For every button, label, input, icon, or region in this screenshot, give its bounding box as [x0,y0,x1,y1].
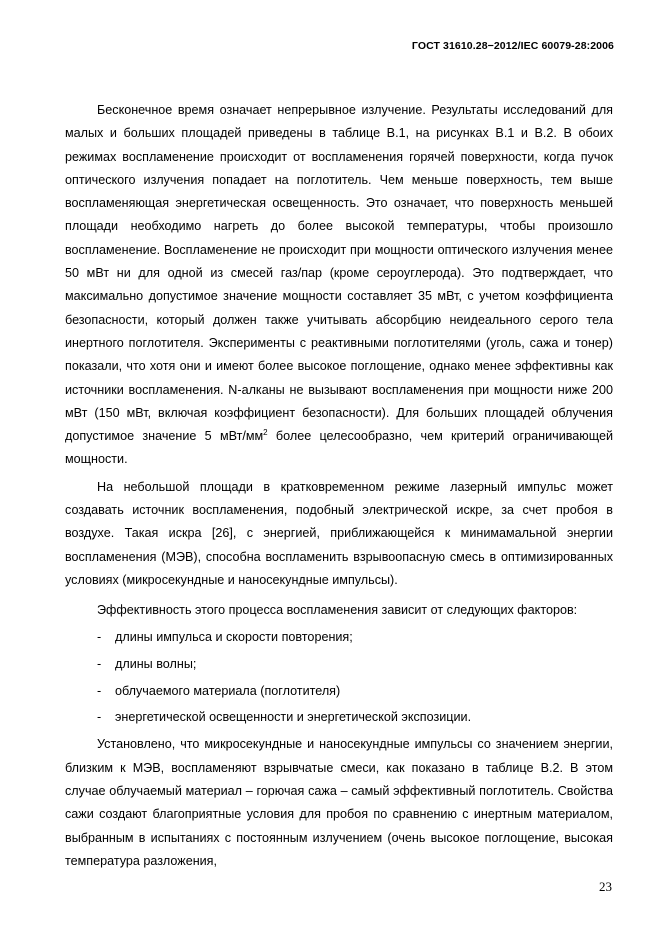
paragraph-2: На небольшой площади в кратковременном режиме лазерный импульс может создавать источник воспламенения, подобный электрической искре, за счет пробоя в воздухе. Такая искра [26], с энергией, приближающейся к минимамальной энергии воспламенения (МЭВ), способна воспламенить взрывоопасную смесь в оптимизированных условиях (микросекундные и наносекундные импульсы). [65,479,613,587]
list-item-text: длины волны; [115,656,197,671]
page-number: 23 [599,879,612,894]
factor-list [65,626,613,730]
list-marker: - [97,656,102,671]
list-item-text: длины импульса и скорости повторения; [115,629,353,644]
list-item [65,706,613,729]
list-item [65,626,613,649]
paragraph-1-tail: более целесообразно, чем критерий ограничивающей мощности. [65,429,613,467]
list-item-text: энергетической освещенности и энергетической экспозиции. [115,710,472,725]
list-item [65,680,613,703]
document-header: ГОСТ 31610.28−2012/IEC 60079-28:2006 [411,40,614,52]
paragraph-3: Эффективность этого процесса воспламенения зависит от следующих факторов: [97,603,578,618]
list-marker: - [97,710,102,725]
paragraph-4: Установлено, что микросекундные и наносекундные импульсы со значением энергии, близким к МЭВ, воспламеняют взрывчатые смеси, как показано в таблице В.2. В этом случае облучаемый материал – горючая сажа – самый эффективный поглотитель. Свойства сажи создают благоприятные условия для пробоя по сравнению с инертным материалом, выбранным в испытаниях с постоянным излучением (очень высокое поглощение, высокая температура разложения, [65,737,613,868]
document-body [65,99,613,873]
paragraph-1 [65,99,613,472]
list-item [65,653,613,676]
list-marker: - [97,683,102,698]
superscript: 2 [263,428,268,438]
paragraph-1-text: Бесконечное время означает непрерывное излучение. Результаты исследований для малых и больших площадей приведены в таблице В.1, на рисунках В.1 и В.2. В обоих режимах воспламенение происходит от воспламенения горячей поверхности, когда пучок оптического излучения попадает на поглотитель. Чем меньше поверхность, тем выше воспламеняющая энергетическая освещенность. Это означает, что поверхность меньшей площади необходимо нагреть до более высокой температуры, чтобы произошло воспламенение. Воспламенение не происходит при мощности оптического излучения менее 50 мВт ни для одной из смесей газ/пар (кроме сероуглерода). Это подтверждает, что максимально допустимое значение мощности составляет 35 мВт, с учетом коэффициента безопасности, который должен также учитывать абсорбцию неидеального серого тела инертного поглотителя. Эксперименты с реактивными поглотителями (уголь, сажа и тонер) показали, что хотя они и имеют более высокое поглощение, однако менее эффективны как источники воспламенения. N-алканы не вызывают воспламенения при мощности ниже 200 мВт (150 мВт, включая коэффициент безопасности). Для больших площадей облучения допустимое значение 5 мВт/мм [65,103,613,444]
list-marker: - [97,629,102,644]
list-item-text: облучаемого материала (поглотителя) [115,683,341,698]
